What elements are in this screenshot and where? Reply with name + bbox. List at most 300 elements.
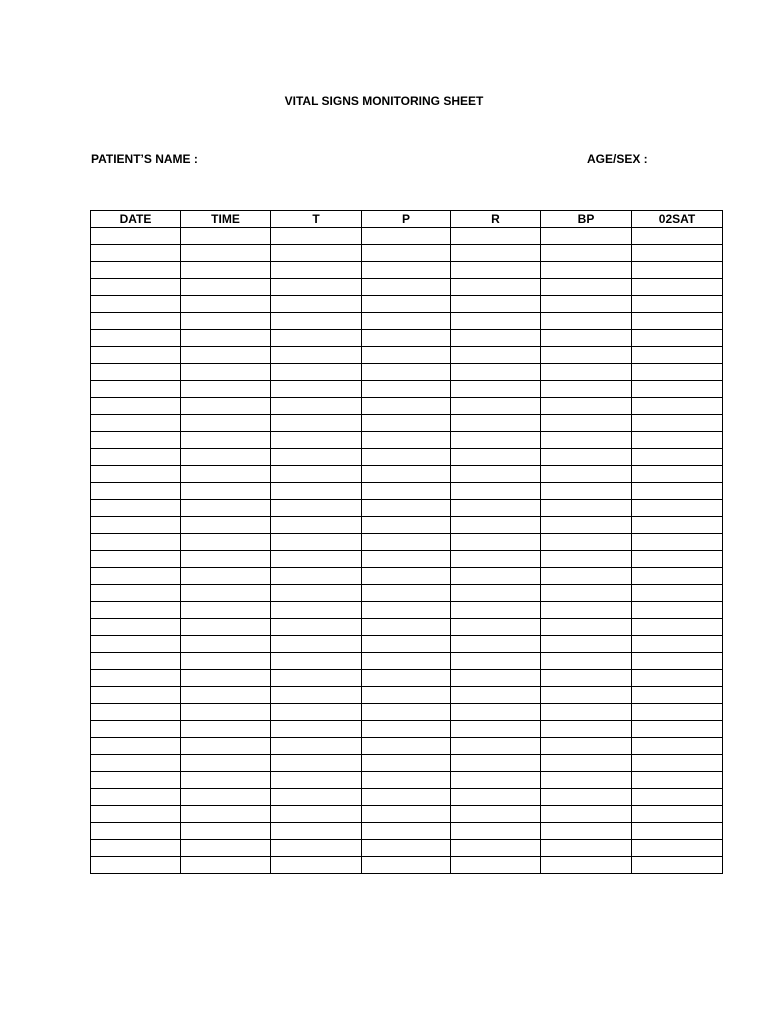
table-row — [91, 313, 723, 330]
table-cell[interactable] — [181, 415, 271, 432]
table-cell[interactable] — [451, 296, 541, 313]
table-row — [91, 704, 723, 721]
table-cell[interactable] — [181, 568, 271, 585]
table-cell[interactable] — [362, 738, 451, 755]
table-cell[interactable] — [362, 500, 451, 517]
table-cell[interactable] — [541, 534, 632, 551]
table-cell[interactable] — [362, 483, 451, 500]
table-cell[interactable] — [91, 500, 181, 517]
table-cell[interactable] — [632, 330, 723, 347]
table-cell[interactable] — [181, 534, 271, 551]
table-cell[interactable] — [451, 381, 541, 398]
table-cell[interactable] — [451, 721, 541, 738]
table-cell[interactable] — [362, 772, 451, 789]
table-cell[interactable] — [632, 755, 723, 772]
table-cell[interactable] — [362, 228, 451, 245]
table-cell[interactable] — [632, 245, 723, 262]
table-cell[interactable] — [451, 330, 541, 347]
table-row — [91, 262, 723, 279]
table-row — [91, 500, 723, 517]
table-row — [91, 364, 723, 381]
table-cell[interactable] — [271, 279, 362, 296]
table-cell[interactable] — [91, 704, 181, 721]
table-cell[interactable] — [271, 432, 362, 449]
table-cell[interactable] — [541, 721, 632, 738]
table-cell[interactable] — [271, 483, 362, 500]
table-cell[interactable] — [362, 704, 451, 721]
table-cell[interactable] — [271, 789, 362, 806]
table-cell[interactable] — [541, 602, 632, 619]
table-cell[interactable] — [362, 381, 451, 398]
table-cell[interactable] — [271, 857, 362, 874]
table-cell[interactable] — [91, 823, 181, 840]
table-row — [91, 347, 723, 364]
table-cell[interactable] — [451, 279, 541, 296]
table-row — [91, 568, 723, 585]
table-cell[interactable] — [632, 772, 723, 789]
column-header-date: DATE — [91, 211, 181, 228]
table-cell[interactable] — [632, 296, 723, 313]
column-header-respiration: R — [451, 211, 541, 228]
table-cell[interactable] — [181, 636, 271, 653]
table-cell[interactable] — [181, 296, 271, 313]
table-cell[interactable] — [91, 279, 181, 296]
table-row — [91, 296, 723, 313]
table-cell[interactable] — [632, 279, 723, 296]
table-cell[interactable] — [632, 432, 723, 449]
table-cell[interactable] — [181, 721, 271, 738]
table-row — [91, 228, 723, 245]
table-cell[interactable] — [181, 840, 271, 857]
table-cell[interactable] — [181, 262, 271, 279]
table-cell[interactable] — [181, 245, 271, 262]
table-cell[interactable] — [541, 466, 632, 483]
table-cell[interactable] — [181, 806, 271, 823]
table-cell[interactable] — [91, 568, 181, 585]
table-cell[interactable] — [451, 483, 541, 500]
table-cell[interactable] — [451, 568, 541, 585]
table-cell[interactable] — [541, 500, 632, 517]
table-cell[interactable] — [632, 806, 723, 823]
table-cell[interactable] — [181, 483, 271, 500]
table-cell[interactable] — [541, 432, 632, 449]
table-cell[interactable] — [362, 347, 451, 364]
table-row — [91, 432, 723, 449]
table-cell[interactable] — [632, 398, 723, 415]
table-cell[interactable] — [91, 721, 181, 738]
table-cell[interactable] — [451, 670, 541, 687]
table-cell[interactable] — [181, 789, 271, 806]
table-cell[interactable] — [541, 687, 632, 704]
table-cell[interactable] — [632, 483, 723, 500]
table-cell[interactable] — [541, 517, 632, 534]
table-cell[interactable] — [451, 840, 541, 857]
table-row — [91, 466, 723, 483]
table-cell[interactable] — [541, 415, 632, 432]
column-header-blood-pressure: BP — [541, 211, 632, 228]
table-cell[interactable] — [362, 721, 451, 738]
table-cell[interactable] — [181, 585, 271, 602]
table-cell[interactable] — [271, 806, 362, 823]
table-cell[interactable] — [271, 670, 362, 687]
table-cell[interactable] — [632, 534, 723, 551]
table-cell[interactable] — [451, 789, 541, 806]
table-cell[interactable] — [362, 364, 451, 381]
table-row — [91, 245, 723, 262]
table-cell[interactable] — [541, 806, 632, 823]
column-header-pulse: P — [362, 211, 451, 228]
table-cell[interactable] — [451, 466, 541, 483]
table-cell[interactable] — [541, 245, 632, 262]
table-cell[interactable] — [271, 534, 362, 551]
table-cell[interactable] — [91, 228, 181, 245]
table-cell[interactable] — [632, 602, 723, 619]
table-cell[interactable] — [181, 602, 271, 619]
table-cell[interactable] — [632, 466, 723, 483]
table-cell[interactable] — [451, 313, 541, 330]
table-cell[interactable] — [362, 449, 451, 466]
table-cell[interactable] — [451, 517, 541, 534]
table-cell[interactable] — [541, 823, 632, 840]
table-cell[interactable] — [181, 823, 271, 840]
table-cell[interactable] — [632, 228, 723, 245]
vital-signs-table — [90, 210, 723, 874]
table-cell[interactable] — [91, 772, 181, 789]
table-cell[interactable] — [362, 466, 451, 483]
table-row — [91, 823, 723, 840]
table-cell[interactable] — [632, 262, 723, 279]
table-cell[interactable] — [271, 517, 362, 534]
table-cell[interactable] — [181, 653, 271, 670]
table-cell[interactable] — [362, 636, 451, 653]
table-cell[interactable] — [632, 619, 723, 636]
table-cell[interactable] — [271, 466, 362, 483]
table-cell[interactable] — [181, 449, 271, 466]
table-cell[interactable] — [91, 313, 181, 330]
table-cell[interactable] — [91, 738, 181, 755]
table-cell[interactable] — [451, 449, 541, 466]
table-cell[interactable] — [271, 296, 362, 313]
table-row — [91, 330, 723, 347]
table-cell[interactable] — [362, 568, 451, 585]
table-row — [91, 670, 723, 687]
table-cell[interactable] — [91, 534, 181, 551]
table-cell[interactable] — [362, 398, 451, 415]
table-cell[interactable] — [271, 381, 362, 398]
table-cell[interactable] — [271, 551, 362, 568]
table-cell[interactable] — [91, 432, 181, 449]
table-cell[interactable] — [362, 534, 451, 551]
table-cell[interactable] — [181, 313, 271, 330]
table-cell[interactable] — [632, 789, 723, 806]
table-cell[interactable] — [451, 687, 541, 704]
table-cell[interactable] — [632, 381, 723, 398]
table-cell[interactable] — [362, 313, 451, 330]
table-cell[interactable] — [632, 585, 723, 602]
table-cell[interactable] — [181, 466, 271, 483]
table-cell[interactable] — [632, 704, 723, 721]
table-cell[interactable] — [181, 347, 271, 364]
table-cell[interactable] — [451, 534, 541, 551]
table-cell[interactable] — [181, 551, 271, 568]
table-cell[interactable] — [541, 228, 632, 245]
table-cell[interactable] — [91, 483, 181, 500]
table-cell[interactable] — [91, 381, 181, 398]
table-row — [91, 806, 723, 823]
table-cell[interactable] — [271, 398, 362, 415]
table-row — [91, 687, 723, 704]
table-cell[interactable] — [181, 619, 271, 636]
table-cell[interactable] — [181, 500, 271, 517]
table-row — [91, 449, 723, 466]
table-cell[interactable] — [541, 381, 632, 398]
table-cell[interactable] — [451, 704, 541, 721]
table-cell[interactable] — [362, 330, 451, 347]
table-cell[interactable] — [362, 823, 451, 840]
table-cell[interactable] — [271, 602, 362, 619]
table-row — [91, 534, 723, 551]
table-cell[interactable] — [632, 721, 723, 738]
table-cell[interactable] — [451, 228, 541, 245]
table-cell[interactable] — [362, 670, 451, 687]
table-cell[interactable] — [362, 551, 451, 568]
table-cell[interactable] — [271, 449, 362, 466]
table-cell[interactable] — [91, 466, 181, 483]
table-cell[interactable] — [91, 636, 181, 653]
table-cell[interactable] — [541, 772, 632, 789]
table-cell[interactable] — [632, 415, 723, 432]
table-cell[interactable] — [91, 415, 181, 432]
table-cell[interactable] — [91, 551, 181, 568]
table-cell[interactable] — [451, 619, 541, 636]
table-cell[interactable] — [541, 653, 632, 670]
table-cell[interactable] — [271, 755, 362, 772]
table-row — [91, 619, 723, 636]
patient-name-label: PATIENT’S NAME : — [91, 152, 198, 166]
table-cell[interactable] — [632, 687, 723, 704]
table-cell[interactable] — [271, 568, 362, 585]
table-cell[interactable] — [91, 806, 181, 823]
table-cell[interactable] — [541, 551, 632, 568]
table-cell[interactable] — [362, 432, 451, 449]
table-cell[interactable] — [91, 585, 181, 602]
table-cell[interactable] — [541, 789, 632, 806]
table-cell[interactable] — [541, 670, 632, 687]
table-cell[interactable] — [632, 449, 723, 466]
table-cell[interactable] — [271, 704, 362, 721]
table-cell[interactable] — [271, 585, 362, 602]
table-cell[interactable] — [541, 330, 632, 347]
table-cell[interactable] — [91, 857, 181, 874]
table-row — [91, 381, 723, 398]
table-cell[interactable] — [451, 398, 541, 415]
table-cell[interactable] — [632, 653, 723, 670]
table-cell[interactable] — [181, 364, 271, 381]
table-cell[interactable] — [541, 398, 632, 415]
table-cell[interactable] — [181, 228, 271, 245]
table-cell[interactable] — [541, 279, 632, 296]
table-cell[interactable] — [362, 279, 451, 296]
table-cell[interactable] — [451, 738, 541, 755]
table-cell[interactable] — [632, 551, 723, 568]
table-cell[interactable] — [181, 330, 271, 347]
table-cell[interactable] — [632, 568, 723, 585]
table-cell[interactable] — [541, 619, 632, 636]
table-cell[interactable] — [271, 245, 362, 262]
table-cell[interactable] — [271, 772, 362, 789]
table-cell[interactable] — [632, 347, 723, 364]
table-cell[interactable] — [181, 755, 271, 772]
table-cell[interactable] — [271, 330, 362, 347]
table-cell[interactable] — [91, 789, 181, 806]
table-cell[interactable] — [362, 262, 451, 279]
table-cell[interactable] — [632, 823, 723, 840]
table-cell[interactable] — [271, 636, 362, 653]
table-cell[interactable] — [451, 585, 541, 602]
table-cell[interactable] — [362, 517, 451, 534]
table-cell[interactable] — [91, 619, 181, 636]
table-cell[interactable] — [271, 313, 362, 330]
table-cell[interactable] — [91, 245, 181, 262]
table-cell[interactable] — [91, 687, 181, 704]
table-cell[interactable] — [91, 517, 181, 534]
table-cell[interactable] — [541, 857, 632, 874]
table-cell[interactable] — [271, 619, 362, 636]
table-cell[interactable] — [271, 415, 362, 432]
table-cell[interactable] — [91, 398, 181, 415]
table-cell[interactable] — [362, 789, 451, 806]
table-cell[interactable] — [451, 823, 541, 840]
table-cell[interactable] — [271, 364, 362, 381]
table-cell[interactable] — [541, 483, 632, 500]
table-cell[interactable] — [271, 721, 362, 738]
table-cell[interactable] — [362, 755, 451, 772]
table-cell[interactable] — [362, 296, 451, 313]
table-cell[interactable] — [362, 602, 451, 619]
table-cell[interactable] — [362, 585, 451, 602]
table-cell[interactable] — [451, 347, 541, 364]
table-cell[interactable] — [181, 670, 271, 687]
table-cell[interactable] — [181, 279, 271, 296]
table-row — [91, 857, 723, 874]
table-cell[interactable] — [541, 568, 632, 585]
table-cell[interactable] — [362, 619, 451, 636]
table-cell[interactable] — [632, 517, 723, 534]
table-cell[interactable] — [181, 738, 271, 755]
table-cell[interactable] — [181, 704, 271, 721]
table-cell[interactable] — [91, 330, 181, 347]
table-cell[interactable] — [91, 602, 181, 619]
table-cell[interactable] — [362, 245, 451, 262]
table-cell[interactable] — [451, 415, 541, 432]
table-cell[interactable] — [181, 517, 271, 534]
table-cell[interactable] — [541, 449, 632, 466]
table-cell[interactable] — [541, 636, 632, 653]
table-cell[interactable] — [91, 670, 181, 687]
table-cell[interactable] — [632, 670, 723, 687]
table-cell[interactable] — [181, 398, 271, 415]
table-cell[interactable] — [451, 500, 541, 517]
table-cell[interactable] — [362, 840, 451, 857]
table-row — [91, 653, 723, 670]
table-cell[interactable] — [632, 840, 723, 857]
table-cell[interactable] — [271, 347, 362, 364]
table-cell[interactable] — [271, 823, 362, 840]
table-cell[interactable] — [91, 755, 181, 772]
table-cell[interactable] — [362, 857, 451, 874]
table-cell[interactable] — [91, 449, 181, 466]
column-header-oxygen-saturation: 02SAT — [632, 211, 723, 228]
table-cell[interactable] — [541, 755, 632, 772]
table-cell[interactable] — [362, 806, 451, 823]
table-cell[interactable] — [181, 381, 271, 398]
table-cell[interactable] — [541, 262, 632, 279]
table-cell[interactable] — [541, 296, 632, 313]
table-cell[interactable] — [541, 840, 632, 857]
table-cell[interactable] — [91, 653, 181, 670]
column-header-temperature: T — [271, 211, 362, 228]
table-cell[interactable] — [632, 738, 723, 755]
table-cell[interactable] — [91, 296, 181, 313]
table-cell[interactable] — [541, 704, 632, 721]
table-cell[interactable] — [91, 364, 181, 381]
table-cell[interactable] — [91, 262, 181, 279]
table-cell[interactable] — [362, 687, 451, 704]
table-cell[interactable] — [271, 840, 362, 857]
table-cell[interactable] — [271, 738, 362, 755]
table-cell[interactable] — [362, 415, 451, 432]
table-cell[interactable] — [632, 857, 723, 874]
table-cell[interactable] — [541, 313, 632, 330]
table-cell[interactable] — [632, 500, 723, 517]
table-cell[interactable] — [451, 262, 541, 279]
table-cell[interactable] — [91, 347, 181, 364]
table-cell[interactable] — [632, 364, 723, 381]
table-cell[interactable] — [451, 772, 541, 789]
table-cell[interactable] — [541, 738, 632, 755]
table-cell[interactable] — [181, 857, 271, 874]
table-cell[interactable] — [362, 653, 451, 670]
table-cell[interactable] — [632, 636, 723, 653]
table-cell[interactable] — [181, 687, 271, 704]
table-cell[interactable] — [451, 364, 541, 381]
table-cell[interactable] — [271, 228, 362, 245]
table-cell[interactable] — [181, 432, 271, 449]
table-cell[interactable] — [451, 857, 541, 874]
table-cell[interactable] — [451, 636, 541, 653]
table-cell[interactable] — [271, 262, 362, 279]
table-cell[interactable] — [451, 432, 541, 449]
table-cell[interactable] — [451, 245, 541, 262]
table-cell[interactable] — [271, 687, 362, 704]
table-cell[interactable] — [271, 500, 362, 517]
table-cell[interactable] — [271, 653, 362, 670]
table-row — [91, 789, 723, 806]
table-cell[interactable] — [541, 347, 632, 364]
table-cell[interactable] — [451, 551, 541, 568]
table-cell[interactable] — [451, 755, 541, 772]
age-sex-label: AGE/SEX : — [587, 152, 648, 166]
table-cell[interactable] — [632, 313, 723, 330]
table-cell[interactable] — [91, 840, 181, 857]
table-cell[interactable] — [451, 653, 541, 670]
table-cell[interactable] — [541, 585, 632, 602]
table-cell[interactable] — [541, 364, 632, 381]
table-cell[interactable] — [181, 772, 271, 789]
table-row — [91, 636, 723, 653]
table-cell[interactable] — [451, 602, 541, 619]
table-cell[interactable] — [451, 806, 541, 823]
